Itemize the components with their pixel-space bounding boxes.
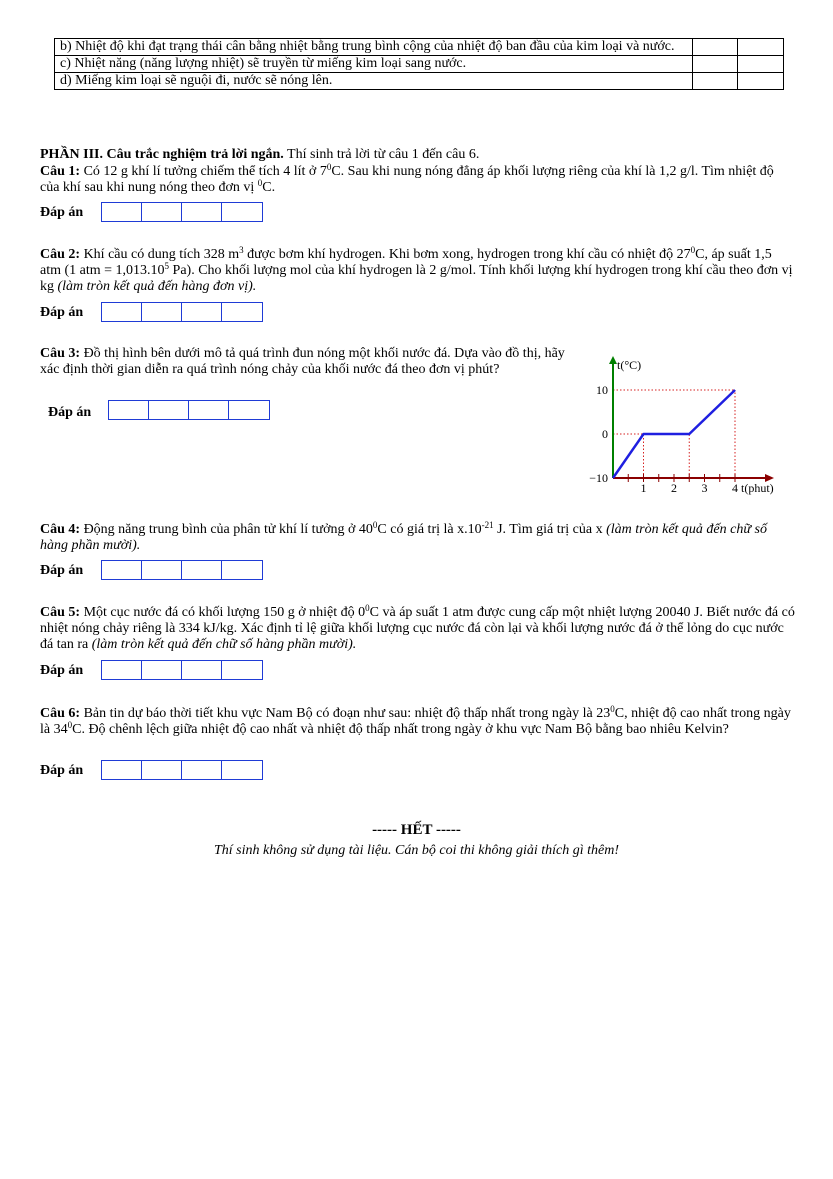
answer-cell[interactable] <box>189 401 229 419</box>
superscript: 5 <box>164 261 170 271</box>
section-instruction: Thí sinh trả lời từ câu 1 đến câu 6. <box>283 147 480 162</box>
question-2 <box>40 247 795 295</box>
answer-boxes-q6[interactable] <box>101 760 263 780</box>
answer-cell[interactable] <box>182 561 222 579</box>
superscript: 3 <box>239 245 244 255</box>
answer-label: Đáp án <box>40 563 84 578</box>
answer-label: Đáp án <box>48 405 92 420</box>
answer-cell[interactable] <box>102 303 142 321</box>
y-axis-label: t(°C) <box>617 358 642 372</box>
true-cell <box>693 56 738 73</box>
false-cell <box>738 39 784 56</box>
false-cell <box>738 56 784 73</box>
end-marker: ----- HẾT ----- <box>372 822 461 838</box>
answer-cell[interactable] <box>222 561 262 579</box>
x-tick-label: 2 <box>671 481 677 495</box>
question-text: Bản tin dự báo thời tiết khu vực Nam Bộ có đoạn như sau: nhiệt độ thấp nhất trong ngày là 23 <box>80 706 611 721</box>
question-6 <box>40 706 795 738</box>
answer-label: Đáp án <box>40 305 84 320</box>
question-text: C, nhiệt độ cao nhất trong ngày là 34 <box>40 706 791 737</box>
question-1 <box>40 164 795 196</box>
answer-label: Đáp án <box>40 205 84 220</box>
false-cell <box>738 73 784 90</box>
table-row <box>55 39 784 56</box>
answer-cell[interactable] <box>142 303 182 321</box>
heating-chart <box>585 350 800 500</box>
rounding-note: (làm tròn kết quả đến chữ số hàng phần mười). <box>91 637 357 652</box>
true-cell <box>693 39 738 56</box>
question-5 <box>40 605 795 653</box>
true-cell <box>693 73 738 90</box>
superscript: 0 <box>257 178 263 188</box>
question-label: Câu 4: <box>40 522 81 537</box>
question-text: Pa). Cho khối lượng mol của khí hydrogen là 2 g/mol. Tính khối lượng khí hydrogen trong khí cầu theo đơn vị kg <box>40 263 793 294</box>
question-text: Có 12 g khí lí tưởng chiếm thể tích 4 lít ở 7 <box>80 164 327 179</box>
rounding-note: (làm tròn kết quả đến chữ số hàng phần mười). <box>40 522 767 553</box>
x-axis-label: t(phut) <box>741 481 774 495</box>
statements-table <box>54 38 784 90</box>
answer-cell[interactable] <box>149 401 189 419</box>
superscript: -21 <box>481 520 494 530</box>
statement-cell: d) Miếng kim loại sẽ nguội đi, nước sẽ nóng lên. <box>55 73 693 90</box>
answer-label: Đáp án <box>40 763 84 778</box>
superscript: 0 <box>372 520 378 530</box>
answer-cell[interactable] <box>142 203 182 221</box>
answer-cell[interactable] <box>229 401 269 419</box>
answer-boxes-q5[interactable] <box>101 660 263 680</box>
question-text: C có giá trị là x.10 <box>377 522 482 537</box>
superscript: 0 <box>690 245 696 255</box>
answer-cell[interactable] <box>142 761 182 779</box>
answer-cell[interactable] <box>182 661 222 679</box>
superscript: 0 <box>326 162 332 172</box>
y-tick-label: −10 <box>589 471 608 485</box>
y-axis-arrow <box>609 356 617 364</box>
question-label: Câu 2: <box>40 247 81 262</box>
question-text: Một cục nước đá có khối lượng 150 g ở nhiệt độ 0 <box>80 605 366 620</box>
y-tick-label: 10 <box>596 383 608 397</box>
answer-cell[interactable] <box>222 203 262 221</box>
question-text: C. Độ chênh lệch giữa nhiệt độ cao nhất và nhiệt độ thấp nhất trong ngày ở khu vực Nam Bộ bằng bao nhiêu Kelvin? <box>72 722 729 737</box>
answer-cell[interactable] <box>182 303 222 321</box>
answer-cell[interactable] <box>222 303 262 321</box>
question-text: C, áp suất 1,5 atm (1 atm = 1,013.10 <box>40 247 772 278</box>
question-4 <box>40 522 795 554</box>
x-tick-label: 3 <box>701 481 708 495</box>
answer-boxes-q3[interactable] <box>108 400 270 420</box>
superscript: 0 <box>610 704 615 714</box>
superscript: 0 <box>365 603 370 613</box>
answer-cell[interactable] <box>102 661 142 679</box>
answer-cell[interactable] <box>222 661 262 679</box>
question-label: Câu 6: <box>40 706 81 721</box>
answer-cell[interactable] <box>142 661 182 679</box>
answer-label: Đáp án <box>40 663 84 678</box>
rounding-note: (làm tròn kết quả đến hàng đơn vị). <box>57 279 257 294</box>
table-row <box>55 73 784 90</box>
answer-cell[interactable] <box>102 203 142 221</box>
question-text: được bơm khí hydrogen. Khi bơm xong, hydrogen trong khí cầu có nhiệt độ 27 <box>243 247 691 262</box>
table-row <box>55 56 784 73</box>
question-3 <box>40 346 575 378</box>
statement-cell: b) Nhiệt độ khi đạt trạng thái cân bằng nhiệt bằng trung bình cộng của nhiệt độ ban đầu của kim loại và nước. <box>55 39 693 56</box>
question-text: Đồ thị hình bên dưới mô tả quá trình đun nóng một khối nước đá. Dựa vào đồ thị, hãy xác định thời gian diễn ra quá trình nóng chảy của khối nước đá theo đơn vị phút? <box>40 346 565 377</box>
question-text: C. <box>262 180 276 195</box>
x-tick-label: 1 <box>640 481 647 495</box>
answer-boxes-q2[interactable] <box>101 302 263 322</box>
answer-cell[interactable] <box>182 203 222 221</box>
answer-boxes-q4[interactable] <box>101 560 263 580</box>
section-title: PHẦN III. Câu trắc nghiệm trả lời ngắn. <box>40 147 284 162</box>
statement-cell: c) Nhiệt năng (năng lượng nhiệt) sẽ truyền từ miếng kim loại sang nước. <box>55 56 693 73</box>
answer-boxes-q1[interactable] <box>101 202 263 222</box>
section-heading <box>40 147 479 163</box>
answer-cell[interactable] <box>102 761 142 779</box>
question-text: C. Sau khi nung nóng đẳng áp khối lượng riêng của khí là 1,2 g/l. Tìm nhiệt độ của khí sau khi nung nóng theo đơn vị <box>40 164 774 195</box>
answer-cell[interactable] <box>102 561 142 579</box>
x-tick-label: 4 <box>732 481 738 495</box>
question-text: C và áp suất 1 atm được cung cấp một nhiệt lượng 20040 J. Biết nước đá có nhiệt nóng chảy riêng là 334 kJ/kg. Xác định tỉ lệ giữa khối lượng cục nước đá còn lại và khối lượng nước đá ở thể lỏng do cục nước đá tan ra <box>40 605 795 652</box>
question-label: Câu 1: <box>40 164 81 179</box>
question-text: Động năng trung bình của phân tử khí lí tưởng ở 40 <box>80 522 373 537</box>
question-text: Khí cầu có dung tích 328 m <box>80 247 240 262</box>
y-tick-label: 0 <box>602 427 608 441</box>
superscript: 0 <box>67 720 73 730</box>
question-label: Câu 3: <box>40 346 81 361</box>
answer-cell[interactable] <box>222 761 262 779</box>
question-text: J. Tìm giá trị của x <box>493 522 607 537</box>
answer-cell[interactable] <box>109 401 149 419</box>
question-label: Câu 5: <box>40 605 81 620</box>
footer-note: Thí sinh không sử dụng tài liệu. Cán bộ coi thi không giải thích gì thêm! <box>213 843 620 858</box>
answer-cell[interactable] <box>142 561 182 579</box>
answer-cell[interactable] <box>182 761 222 779</box>
